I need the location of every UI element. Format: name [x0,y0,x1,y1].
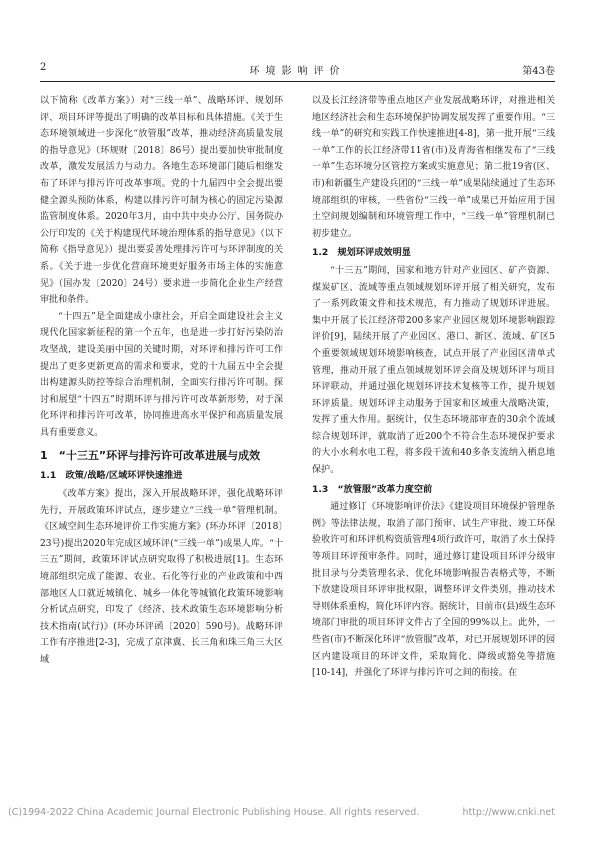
volume-label: 第43卷 [522,66,555,77]
footer-link[interactable]: http://www.cnki.net [462,807,555,818]
paragraph: “十四五”是全面建成小康社会，开启全面建设社会主义现代化国家新征程的第一个五年，也是进一步打好污染防治攻坚战，建设美丽中国的关键时期，对环评和排污许可工作提出了更多更新更高的需求和要求，党的十九届五中全会提出构建源头防控等综合治理机制，全面实行排污许可制。探讨和展望“十四五”时期环评与排污许可改革新形势，对于深化环评和排污许可改革，协同推进高水平保护和高质量发展具有重要意义。 [40,311,283,438]
paragraph: 《改革方案》提出，深入开展战略环评，强化战略环评先行，开展政策环评试点，逐步建立“三线一单”管理机制。《区域空间生态环境评价工作实施方案》(环办环评〔2018〕23号)提出2020年完成区域环评(“三线一单”)成果人库。“十三五”期间，政策环评试点研究取得了积极进展[1]。生态环境部组织完成了能源、农业、石化等行业的产业政策和中西部地区人口就近城镇化、城乡一体化等城镇化政策环境影响分析试点研究，印发了《经济、技术政策生态环境影响分析技术指南(试行)》(环办环评函〔2020〕590号)。战略环评工作有序推进[2-3]，完成了京津冀、长三角和珠三角三大区域 [40,489,283,665]
paragraph: 以及长江经济带等重点地区产业发展战略环评，对推进相关地区经济社会和生态环境保护协调发展发挥了重要作用。“三线一单”的研究和实践工作快速推进[4-8]，第一批开展“三线一单”工作的长江经济带11省(市)及青海省相继发布了“三线一单”生态环境分区管控方案或实施意见；第二批19省(区、市)和新疆生产建设兵团的“三线一单”成果陆续通过了生态环境部组织的审核，一些省份“三线一单”成果已开始应用于国土空间规划编制和环境管理工作中，“三线一单”管理机制已初步建立。 [312,96,555,239]
subsection-heading: 1.3 “放管服”改革力度空前 [312,483,433,495]
paragraph: 通过修订《环境影响评价法》《建设项目环境保护管理条例》等法律法规，取消了部门预审、试生产审批、竣工环保验收许可和环评机构资质管理4项行政许可，取消了水土保持等项目环评预审条件。同时，通过修订建设项目环评分级审批目录与分类管理名录、优化环境影响报告表格式等，不断下放建设项目环评审批权限，调整环评文件类别，推动技术导则体系重构，简化环评内容。据统计，目前市(县)级生态环境部门审批的项目环评文件占了全国的99%以上。此外，一些省(市)不断深化环评“放管服”改革，对已开展规划环评的园区内建设项目的环评文件，采取简化、降级或豁免等措施[10-14]，并强化了环评与排污许可之间的衔接。在 [312,502,555,679]
subsection-heading: 1.1 政策/战略/区域环评快速推进 [40,470,183,482]
journal-title: 环境影响评价 [249,66,346,77]
section-heading: 1 “十三五”环评与排污许可改革进展与成效 [40,449,261,463]
running-header [40,62,555,78]
header-rule [40,81,555,82]
copyright-notice: (C)1994-2022 China Academic Journal Electronic Publishing House. All rights reserved. [8,807,420,818]
paragraph: “十三五”期间，国家和地方针对产业园区、矿产资源、煤炭矿区、流域等重点领域规划环评开展了相关研究，发布了一系列政策文件和技术规范，有力推动了规划环评进展。集中开展了长江经济带200多家产业园区规划环境影响跟踪评价[9]，陆续开展了产业园区、港口、新区、流域、矿区5个重要领域规划环境影响核查，试点开展了产业园区清单式管理，推动开展了重点领域规划环评会商及规划环评与项目环评联动，并通过强化规划环评技术复核等工作，提升规划环评质量。规划环评主动服务于国家和区域重大战略决策，发挥了重大作用。据统计，仅生态环境部审查的30余个流域综合规划环评，就取消了近200个不符合生态环境保护要求的大小水利水电工程，将多段干流和40多条支流纳入栖息地保护。 [312,265,555,476]
left-column [40,93,283,669]
page-number: 2 [40,62,47,73]
subsection-heading: 1.2 规划环评成效明显 [312,247,411,259]
paragraph: 以下简称《改革方案》）对“三线一单”、战略环评、规划环评、项目环评等提出了明确的改革目标和具体措施。《关于生态环境领域进一步深化“放管服”改革，推动经济高质量发展的指导意见》（环规财〔2018〕86号）提出要加快审批制度改革，激发发展活力与动力。各地生态环境部门随后相继发布了环评与排污许可改革事项。党的十九届四中全会提出要健全源头预防体系，构建以排污许可制为核心的固定污染源监管制度体系。2020年3月，由中共中央办公厅、国务院办公厅印发的《关于构建现代环境治理体系的指导意见》（以下简称《指导意见》）提出要妥善处理排污许可与环评制度的关系。《关于进一步优化营商环境更好服务市场主体的实施意见》（国办发〔2020〕24号）要求进一步简化企业生产经营审批和条件。 [40,96,283,306]
right-column [312,93,555,682]
